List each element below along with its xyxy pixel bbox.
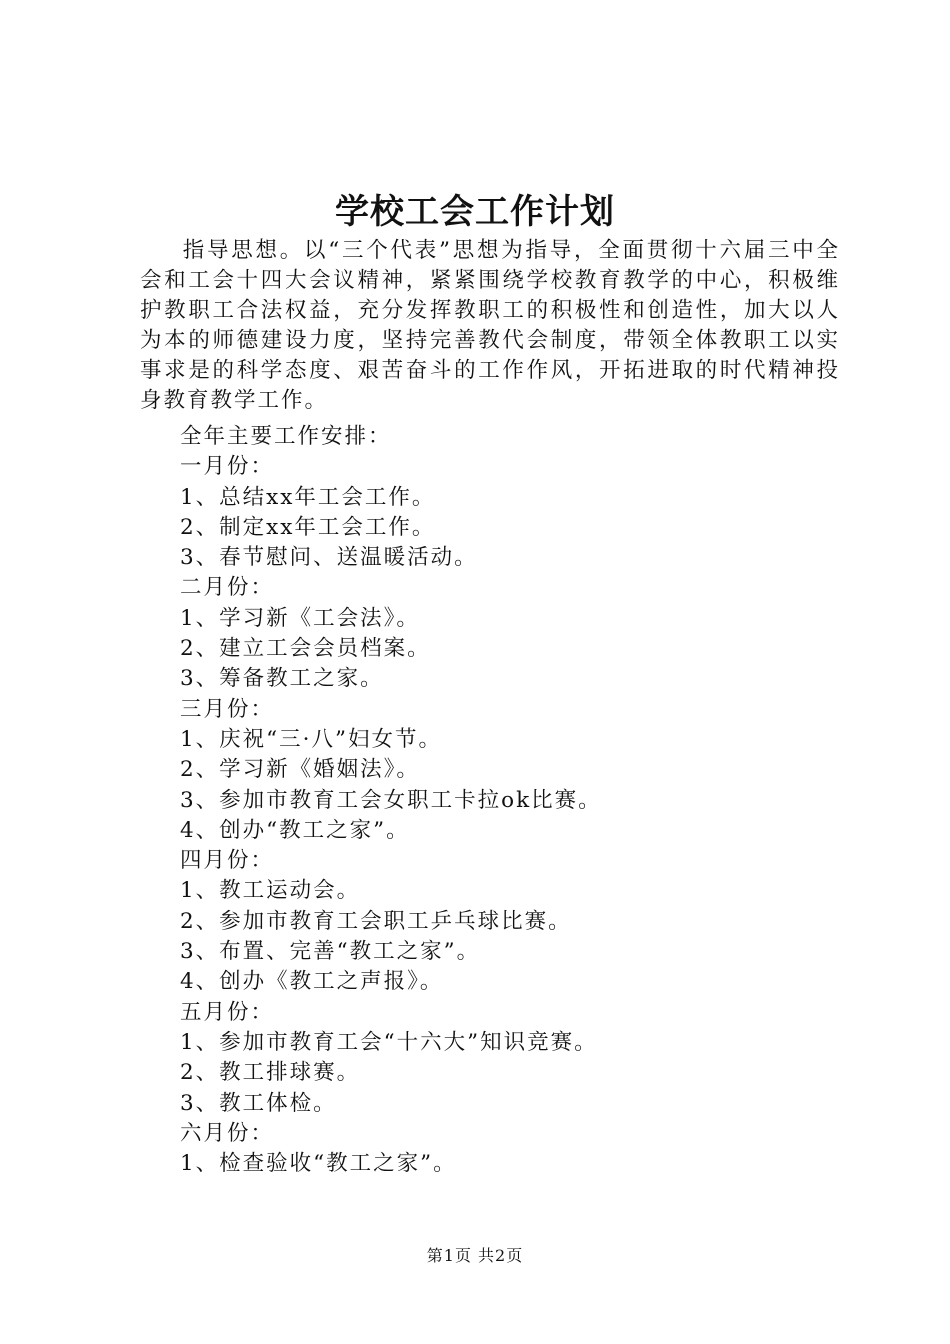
month-heading: 四月份：	[180, 848, 275, 874]
schedule-item: 1、参加市教育工会“十六大”知识竞赛。	[180, 1029, 598, 1055]
intro-paragraph	[140, 236, 840, 416]
schedule-item: 4、创办“教工之家”。	[180, 817, 410, 843]
month-heading: 二月份：	[180, 575, 275, 601]
month-heading: 一月份：	[180, 454, 275, 480]
schedule-item: 3、参加市教育工会女职工卡拉ok比赛。	[180, 787, 602, 813]
schedule-item: 2、学习新《婚姻法》。	[180, 757, 420, 783]
schedule-list	[180, 422, 840, 1179]
schedule-item: 1、庆祝“三·八”妇女节。	[180, 726, 442, 752]
schedule-item: 2、建立工会会员档案。	[180, 636, 431, 662]
schedule-item: 3、筹备教工之家。	[180, 666, 384, 692]
schedule-item: 4、创办《教工之声报》。	[180, 969, 444, 995]
schedule-item: 1、学习新《工会法》。	[180, 605, 420, 631]
schedule-item: 3、布置、完善“教工之家”。	[180, 939, 481, 965]
schedule-item: 3、春节慰问、送温暖活动。	[180, 545, 478, 571]
schedule-heading: 全年主要工作安排：	[180, 424, 392, 449]
schedule-item: 1、教工运动会。	[180, 878, 361, 904]
month-heading: 六月份：	[180, 1120, 275, 1146]
document-title: 学校工会工作计划	[335, 192, 615, 232]
schedule-item: 3、教工体检。	[180, 1090, 337, 1116]
schedule-item: 2、制定xx年工会工作。	[180, 514, 436, 540]
schedule-item: 2、参加市教育工会职工乒乓球比赛。	[180, 908, 572, 934]
month-heading: 三月份：	[180, 696, 275, 722]
month-heading: 五月份：	[180, 999, 275, 1025]
page-footer: 第1页 共2页	[426, 1246, 524, 1265]
intro-text: 指导思想。以“三个代表”思想为指导，全面贯彻十六届三中全会和工会十四大会议精神，紧紧围绕学校教育教学的中心，积极维护教职工合法权益，充分发挥教职工的积极性和创造性，加大以人为本的师德建设力度，坚持完善教代会制度，带领全体教职工以实事求是的科学态度、艰苦奋斗的工作作风，开拓进取的时代精神投身教育教学工作。	[140, 238, 840, 413]
schedule-item: 2、教工排球赛。	[180, 1060, 361, 1086]
schedule-item: 1、检查验收“教工之家”。	[180, 1151, 457, 1177]
schedule-item: 1、总结xx年工会工作。	[180, 484, 436, 510]
